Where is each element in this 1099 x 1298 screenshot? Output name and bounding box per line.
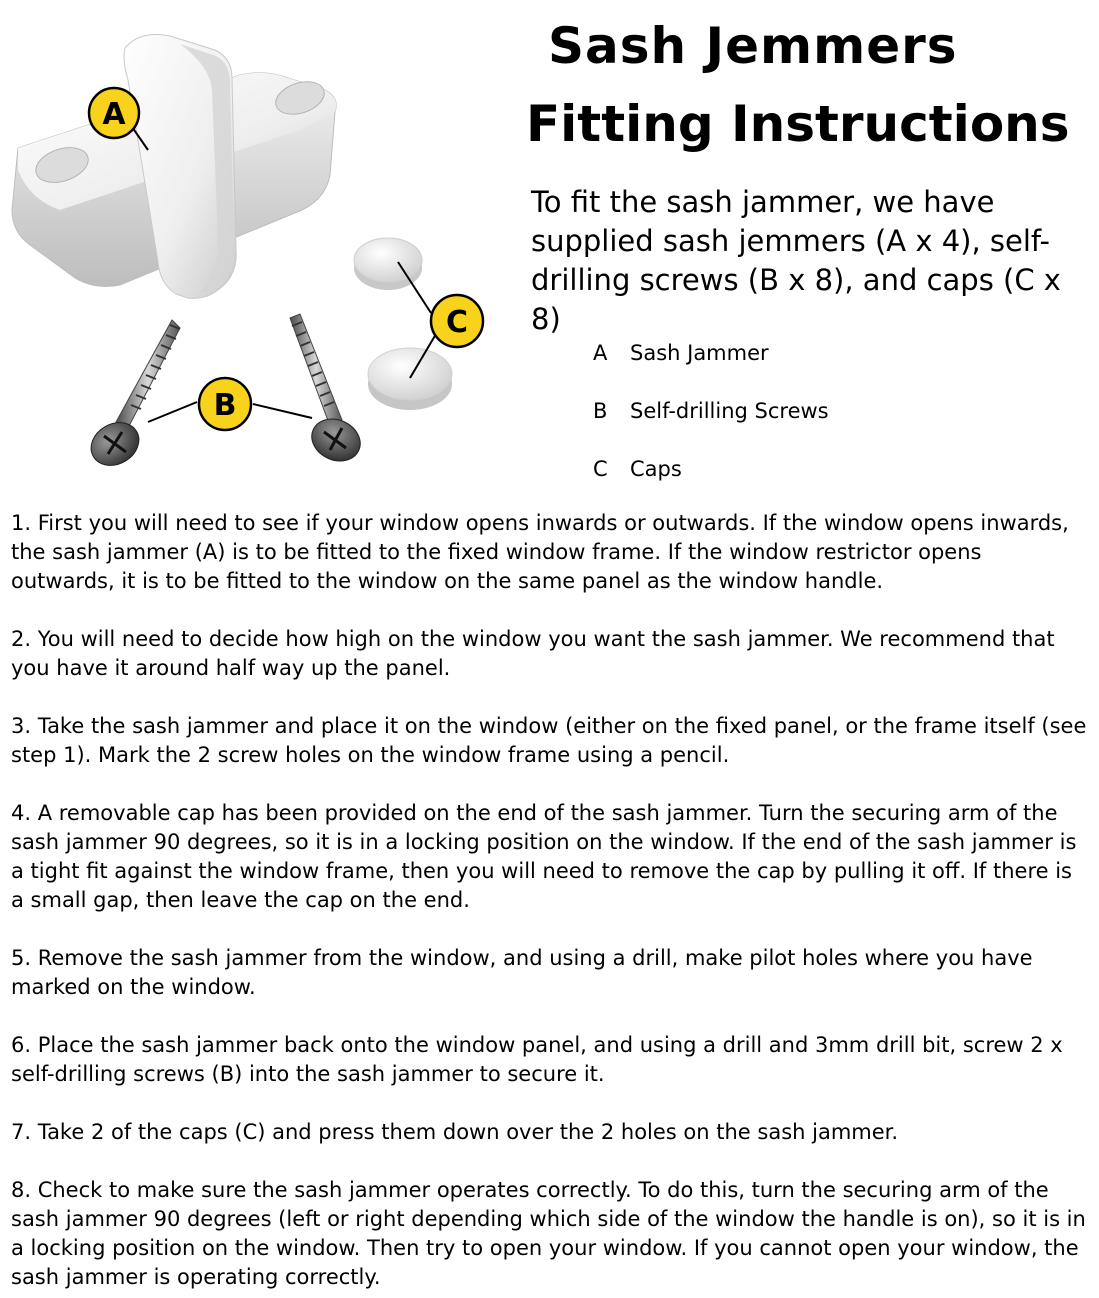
callout-a-badge (89, 88, 139, 138)
intro-text: To fit the sash jammer, we have supplied sash jemmers (A x 4), self-drilling screws (B x 8), and caps (C x 8) (531, 185, 1061, 336)
sash-jammer-image (12, 35, 336, 299)
step-3: 3. Take the sash jammer and place it on the window (either on the fixed panel, or the frame itself (see step 1). Mark the 2 screw holes on the window frame using a pencil. (11, 714, 1087, 767)
legend-key: B (593, 399, 608, 423)
page-subtitle: Fitting Instructions (526, 95, 1070, 153)
instruction-steps (11, 509, 1091, 1292)
callout-c-label: C (445, 305, 469, 340)
legend-key: A (593, 341, 608, 365)
step-6: 6. Place the sash jammer back onto the window panel, and using a drill and 3mm drill bit, screw 2 x self-drilling screws (B) into the sash jammer to secure it. (11, 1033, 1063, 1086)
product-illustration (0, 20, 500, 490)
step-1: 1. First you will need to see if your window opens inwards or outwards. If the window opens inwards, the sash jammer (A) is to be fitted to the fixed window frame. If the window restrictor opens outwards, it is to be fitted to the window on the same panel as the window handle. (11, 511, 1069, 593)
legend-label: Sash Jammer (630, 341, 769, 365)
step-8: 8. Check to make sure the sash jammer operates correctly. To do this, turn the securing arm of the sash jammer 90 degrees (left or right depending which side of the window the handle is on), so it is in a locking position on the window. Then try to open your window. If you cannot open your window, the sash jammer is operating correctly. (11, 1178, 1086, 1289)
legend-key: C (593, 457, 608, 481)
screw-left-image (83, 320, 180, 474)
step-4: 4. A removable cap has been provided on the end of the sash jammer. Turn the securing arm of the sash jammer 90 degrees, so it is in a locking position on the window. If the end of the sash jammer is a tight fit against the window frame, then you will need to remove the cap by pulling it off. If there is a small gap, then leave the cap on the end. (11, 801, 1077, 912)
legend-label: Caps (630, 457, 682, 481)
callout-c-badge (431, 295, 483, 347)
callout-b-badge (199, 378, 251, 430)
callout-b-label: B (213, 388, 237, 423)
page-title: Sash Jemmers (548, 17, 958, 75)
step-5: 5. Remove the sash jammer from the window, and using a drill, make pilot holes where you have marked on the window. (11, 946, 1033, 999)
legend-item-c (593, 455, 682, 483)
screw-right-image (290, 314, 367, 469)
legend-label: Self-drilling Screws (630, 399, 829, 423)
step-7: 7. Take 2 of the caps (C) and press them down over the 2 holes on the sash jammer. (11, 1120, 899, 1144)
cap-bottom-image (368, 348, 452, 410)
legend-item-a (593, 339, 769, 367)
step-2: 2. You will need to decide how high on the window you want the sash jammer. We recommend that you have it around half way up the panel. (11, 627, 1055, 680)
legend-item-b (593, 397, 829, 425)
callout-a-label: A (102, 97, 126, 132)
